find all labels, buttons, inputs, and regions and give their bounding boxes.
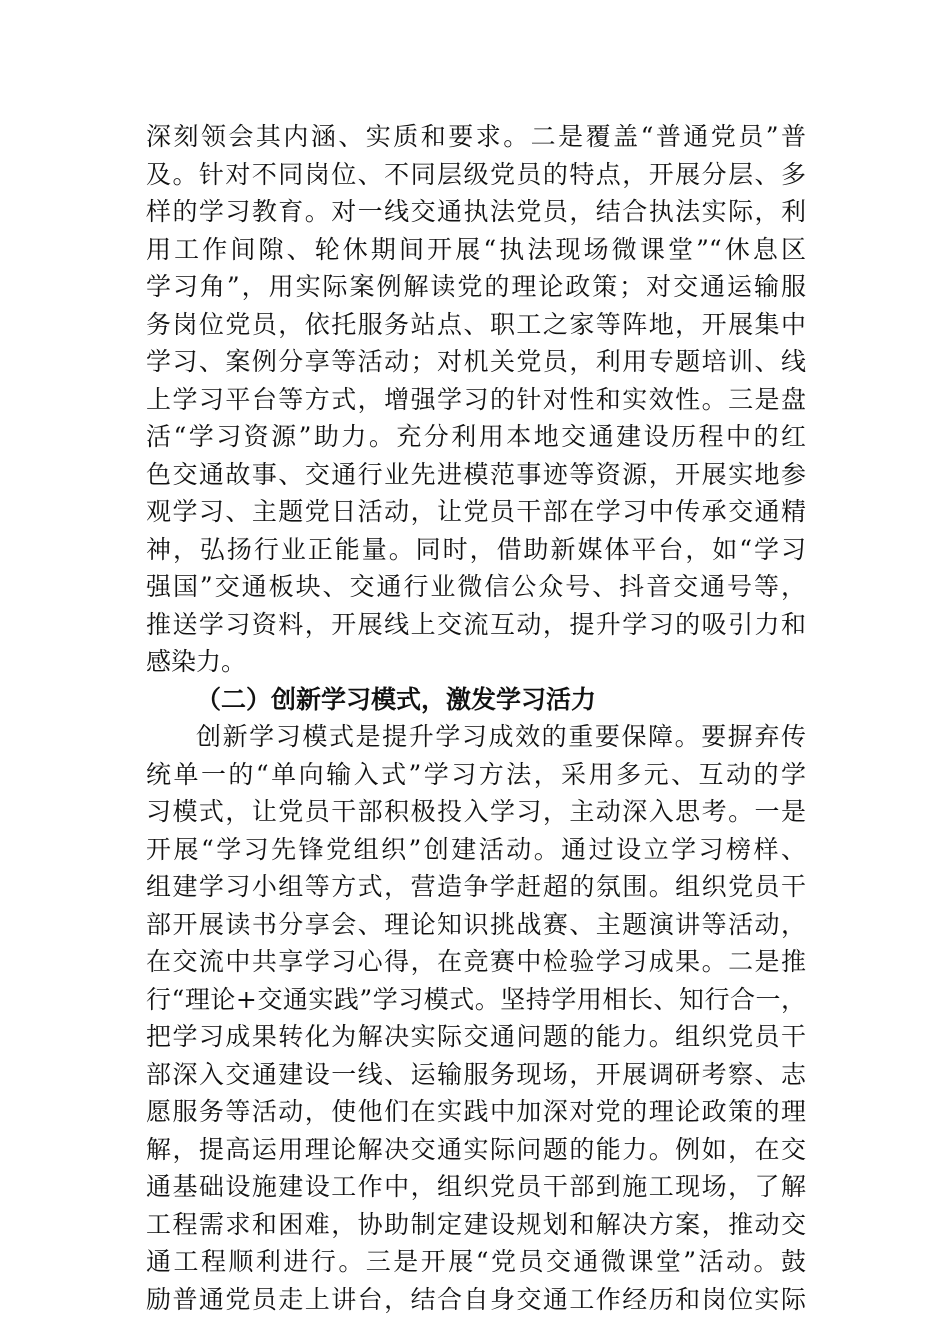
paragraph-line: 通基础设施建设工作中，组织党员干部到施工现场，了解 <box>146 1172 806 1201</box>
paragraph-line: 行“理论+交通实践”学习模式。坚持学用相长、知行合一， <box>146 984 806 1014</box>
paragraph-line: 学习角”，用实际案例解读党的理论政策；对交通运输服 <box>146 272 806 301</box>
paragraph-line: 强国”交通板块、交通行业微信公众号、抖音交通号等， <box>146 572 806 601</box>
paragraph-line: 励普通党员走上讲台，结合自身交通工作经历和岗位实际 <box>146 1284 806 1314</box>
paragraph-line: 样的学习教育。对一线交通执法党员，结合执法实际，利 <box>146 197 806 226</box>
paragraph-line: 感染力。 <box>146 647 247 676</box>
paragraph-line: 开展“学习先锋党组织”创建活动。通过设立学习榜样、 <box>146 834 806 864</box>
section-heading: （二）创新学习模式，激发学习活力 <box>196 684 597 714</box>
paragraph-line: 愿服务等活动，使他们在实践中加深对党的理论政策的理 <box>146 1097 806 1126</box>
paragraph-line: 学习、案例分享等活动；对机关党员，利用专题培训、线 <box>146 347 806 376</box>
paragraph-line: 把学习成果转化为解决实际交通问题的能力。组织党员干 <box>146 1022 806 1051</box>
paragraph-line: 上学习平台等方式，增强学习的针对性和实效性。三是盘 <box>146 384 806 414</box>
paragraph-line: 推送学习资料，开展线上交流互动，提升学习的吸引力和 <box>146 609 806 639</box>
paragraph-line: 统单一的“单向输入式”学习方法，采用多元、互动的学 <box>146 759 806 789</box>
paragraph-line: 解，提高运用理论解决交通实际问题的能力。例如，在交 <box>146 1134 806 1164</box>
paragraph-line: 组建学习小组等方式，营造争学赶超的氛围。组织党员干 <box>146 872 806 901</box>
paragraph-line: 及。针对不同岗位、不同层级党员的特点，开展分层、多 <box>146 159 806 189</box>
paragraph-line: 观学习、主题党日活动，让党员干部在学习中传承交通精 <box>146 497 806 526</box>
paragraph-line: 色交通故事、交通行业先进模范事迹等资源，开展实地参 <box>146 459 806 489</box>
paragraph-line: 活“学习资源”助力。充分利用本地交通建设历程中的红 <box>146 422 806 451</box>
paragraph-line: 神，弘扬行业正能量。同时，借助新媒体平台，如“学习 <box>146 534 806 564</box>
paragraph-line: 部开展读书分享会、理论知识挑战赛、主题演讲等活动， <box>146 909 806 939</box>
paragraph-line: 工程需求和困难，协助制定建设规划和解决方案，推动交 <box>146 1209 806 1239</box>
paragraph-line: 深刻领会其内涵、实质和要求。二是覆盖“普通党员”普 <box>146 122 806 151</box>
paragraph-line: 通工程顺利进行。三是开展“党员交通微课堂”活动。鼓 <box>146 1247 806 1276</box>
paragraph-line: 习模式，让党员干部积极投入学习，主动深入思考。一是 <box>146 797 806 826</box>
paragraph-line: 部深入交通建设一线、运输服务现场，开展调研考察、志 <box>146 1059 806 1089</box>
paragraph-line: 务岗位党员，依托服务站点、职工之家等阵地，开展集中 <box>146 309 806 339</box>
paragraph-line: 在交流中共享学习心得，在竞赛中检验学习成果。二是推 <box>146 947 806 976</box>
paragraph-line: 用工作间隙、轮休期间开展“执法现场微课堂”“休息区 <box>146 234 806 264</box>
paragraph-line: 创新学习模式是提升学习成效的重要保障。要摒弃传 <box>196 722 806 751</box>
